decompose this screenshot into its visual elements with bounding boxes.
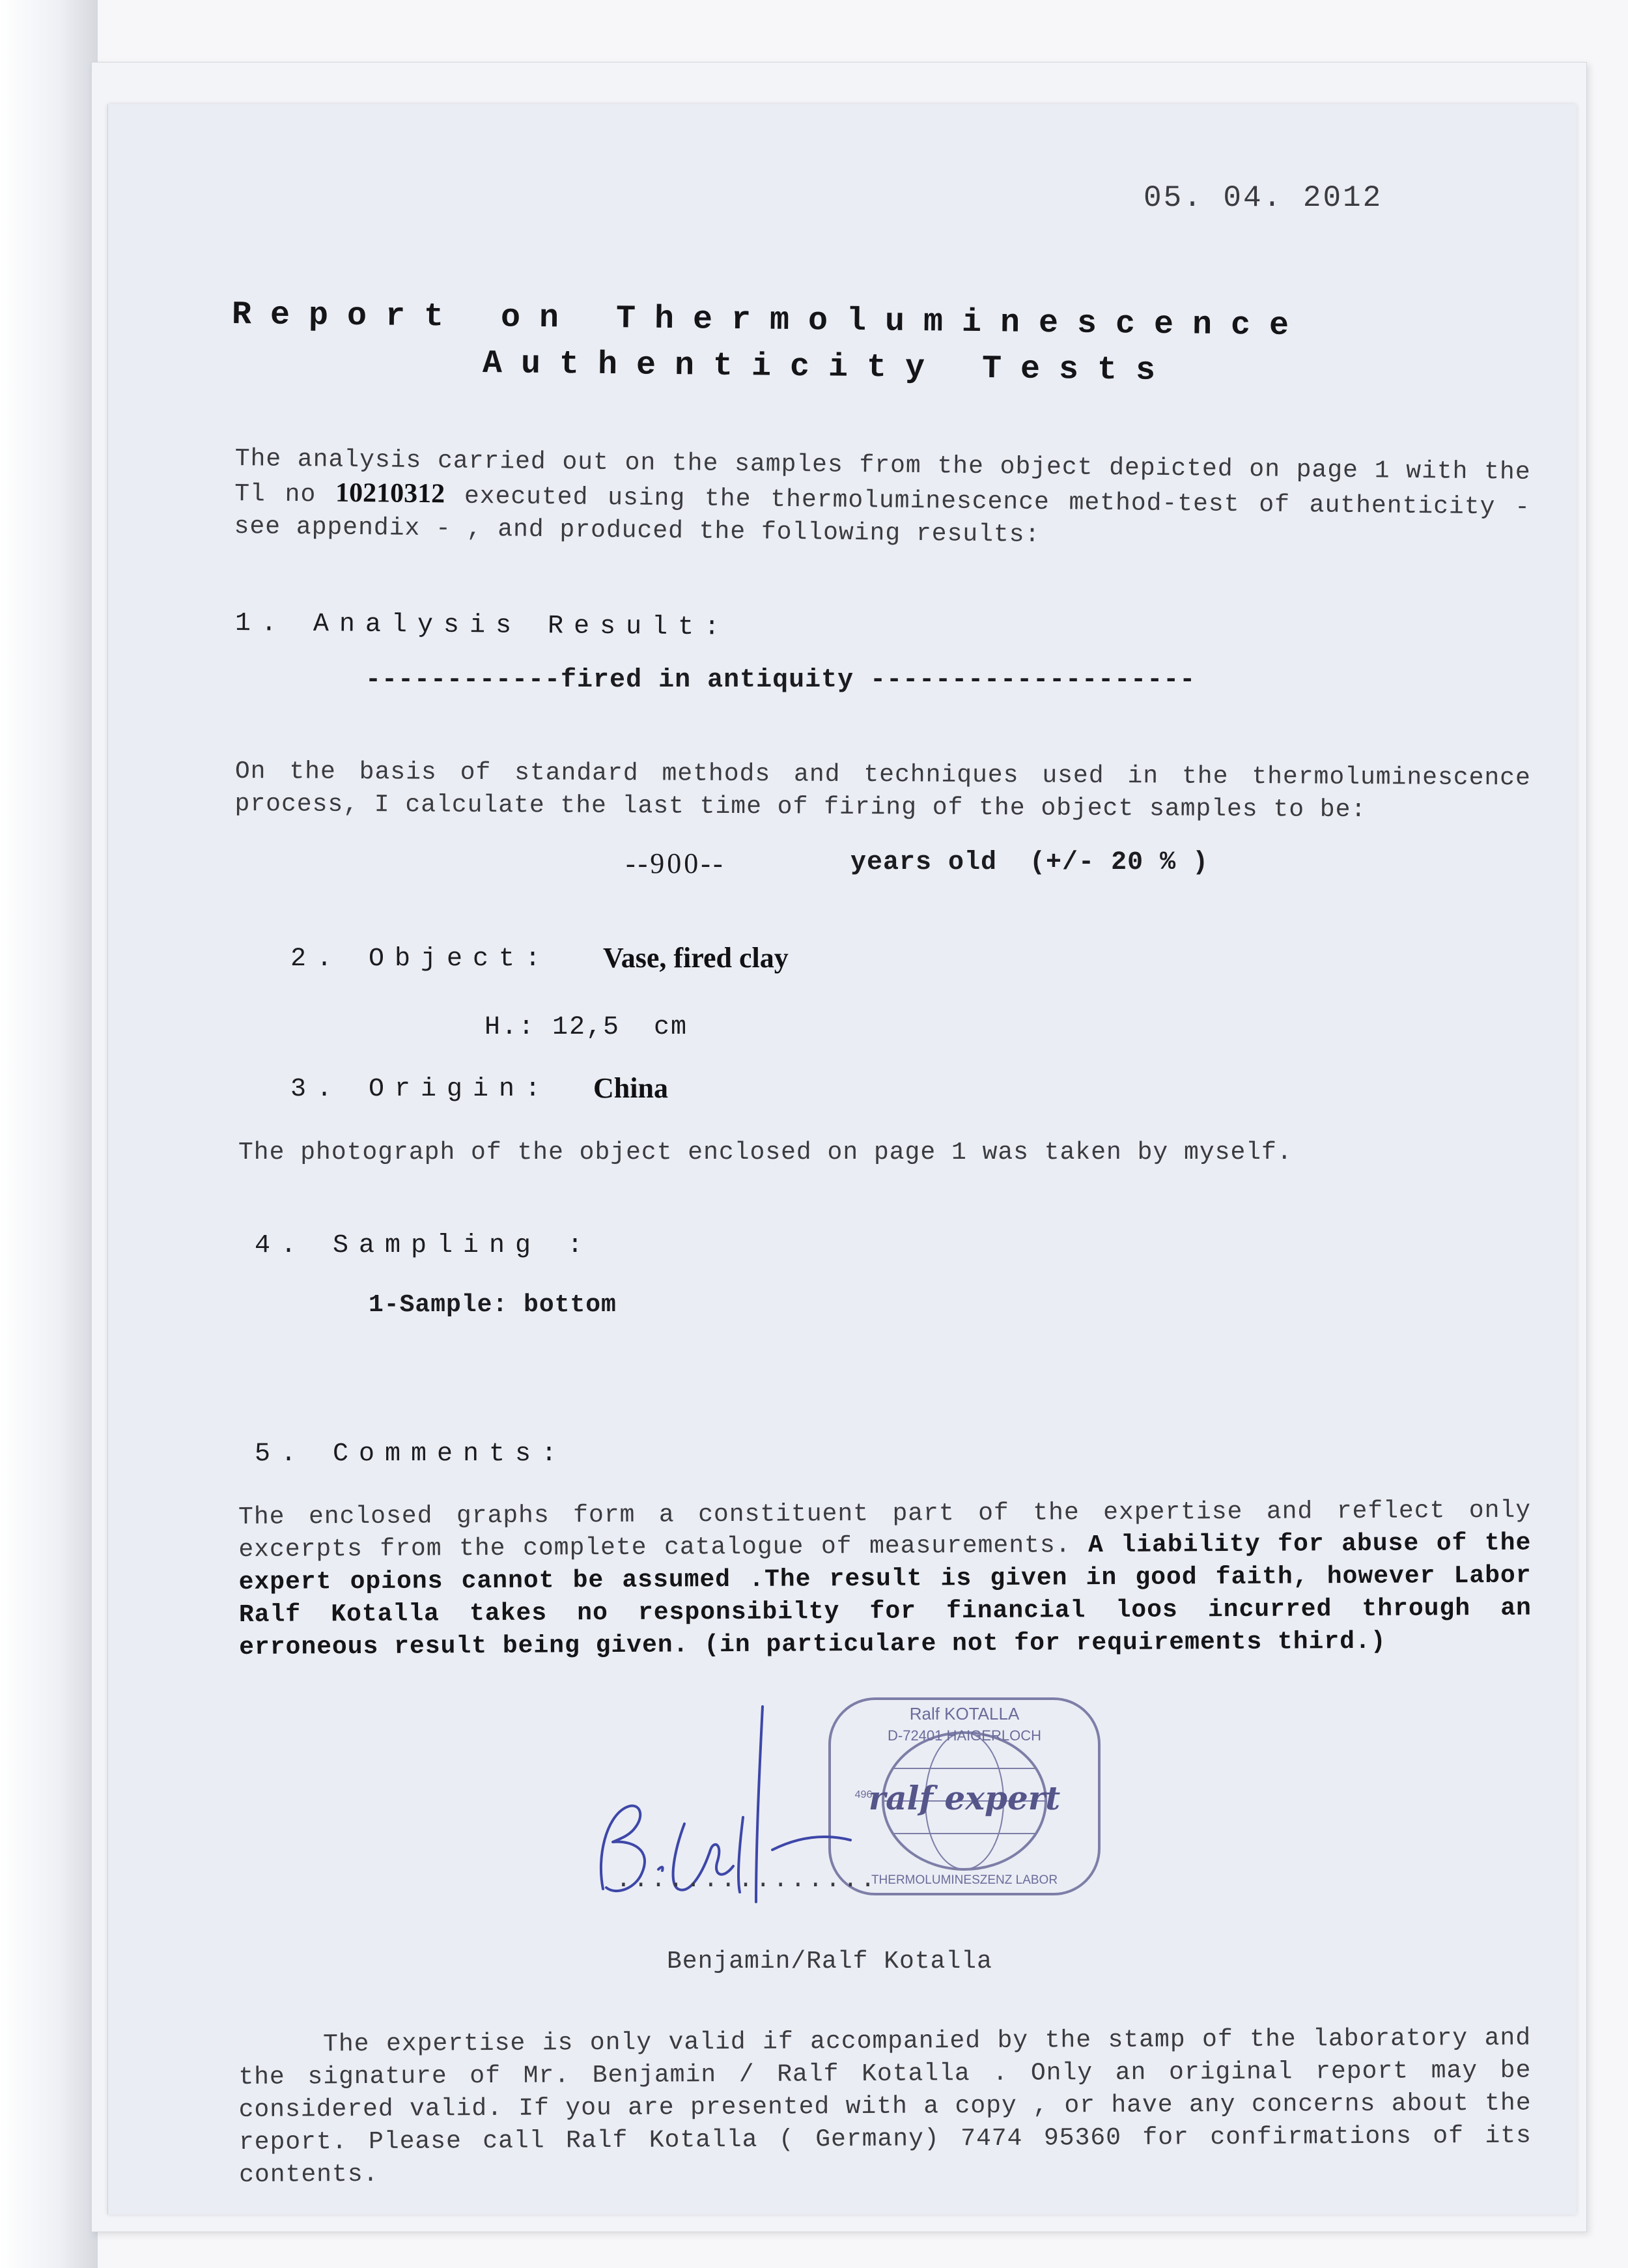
stamp-logo: ralf expert <box>868 1779 1061 1817</box>
object-value: Vase, fired clay <box>603 942 789 974</box>
comments-bold: A liability for abuse of the expert opions cannot be assumed .The result is given in good faith, however Labor Ralf Kotalla takes no responsibilty for financial loos incurred through an erroneous result being given. (in particulare not for requirements third.) <box>238 1529 1532 1662</box>
signer-name: Benjamin/Ralf Kotalla <box>667 1948 992 1976</box>
intro-after: executed using the thermoluminescence method-test of authenticity -see appendix - , and produced the following results: <box>234 482 1531 549</box>
book-spine <box>0 0 98 2268</box>
signature-line: ............... <box>616 1866 878 1894</box>
tl-number: 10210312 <box>335 477 445 509</box>
intro-before: The analysis carried out on the samples from the object depicted on page 1 with the Tl no <box>234 444 1531 509</box>
comments-normal: The enclosed graphs form a constituent part of the expertise and reflect only excerpts from the complete catalogue of measurements. <box>238 1496 1532 1564</box>
report-date: 05. 04. 2012 <box>1144 181 1383 215</box>
sampling-value: 1-Sample: bottom <box>369 1291 617 1319</box>
comments-paragraph <box>238 1495 1532 1664</box>
section1-heading: 1. Analysis Result: <box>234 609 731 643</box>
analysis-result: ------------fired in antiquity -------------------- <box>365 666 1196 695</box>
section4-heading: 4. Sampling : <box>255 1231 594 1260</box>
section3-heading: 3. Origin: <box>290 1075 552 1104</box>
origin-value: China <box>593 1072 668 1104</box>
footer-paragraph: The expertise is only valid if accompanied by the stamp of the laboratory and the signature of Mr. Benjamin / Ralf Kotalla . Only an original report may be considered valid. If you are presented with a copy , or have any concerns about the report. Please call Ralf Kotalla ( Germany) 7474 95360 for confirmations of its contents. <box>238 2024 1532 2189</box>
stamp-side: 496 <box>854 1789 873 1800</box>
section2-heading: 2. Object: <box>290 944 552 974</box>
stamp-bottom: THERMOLUMINESZENZ LABOR <box>871 1873 1058 1887</box>
stamp-address: D-72401 HAIGERLOCH <box>888 1727 1041 1744</box>
age-value: --900-- <box>626 847 725 879</box>
stamp-name: Ralf KOTALLA <box>909 1704 1020 1723</box>
intro-paragraph <box>234 443 1531 557</box>
age-text: years old (+/- 20 % ) <box>850 848 1209 877</box>
report-page <box>107 104 1577 2215</box>
basis-paragraph: On the basis of standard methods and techniques used in the thermoluminescence process, I calculate the last time of firing of the object samples to be: <box>234 758 1531 825</box>
photo-note: The photograph of the object enclosed on page 1 was taken by myself. <box>238 1139 1293 1167</box>
section5-heading: 5. Comments: <box>255 1439 568 1469</box>
object-height: H.: 12,5 cm <box>484 1013 688 1042</box>
report-title-line2: Authenticity Tests <box>482 345 1175 390</box>
report-title-line1: Report on Thermoluminescence <box>231 296 1308 345</box>
